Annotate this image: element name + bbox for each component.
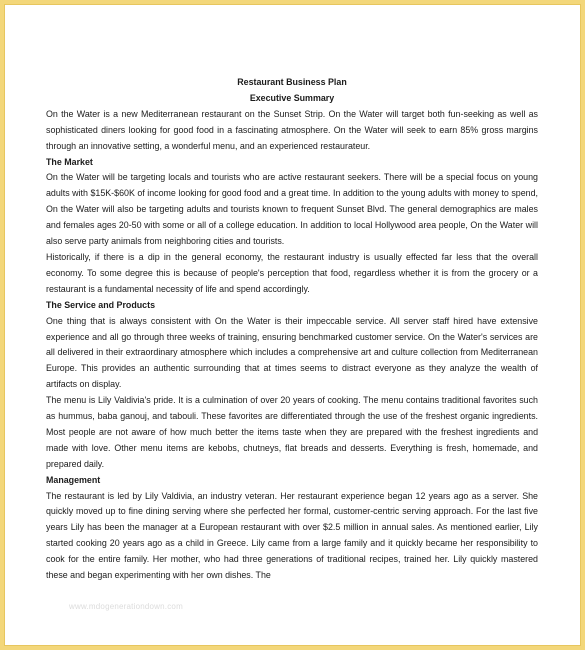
market-paragraph-1: On the Water will be targeting locals and tourists who are active restaurant seekers. There will be a special focus on young adults with $15K-$60K of income looking for good food and a great time. In addition to the young adults with money to spend, On the Water will also be targeting adults and tourists known to frequent Sunset Blvd. The general demographics are males and females ages 20-50 with some or all of a college education. In addition to local Hollywood area people, On the Water will also serve party animals from neighboring cities and tourists. bbox=[46, 172, 538, 247]
service-heading: The Service and Products bbox=[46, 299, 156, 310]
document-body bbox=[46, 75, 538, 584]
management-paragraph-1: The restaurant is led by Lily Valdivia, an industry veteran. Her restaurant experience began 12 years ago as a server. She quickly moved up to fine dining serving where she perfected her formal, customer-centric serving approach. For the last five years Lily has been the manager at a European restaurant with over $2.5 million in annual sales. As mentioned earlier, Lily started cooking 20 years ago as a child in Greece. Lily came from a large family and it quickly became her responsibility to cook for the entire family. Her mother, who had three generations of traditional recipes, trained her. Lily quickly mastered these and began experimenting with her own dishes. The bbox=[46, 490, 538, 581]
document-title: Restaurant Business Plan bbox=[237, 77, 347, 87]
document-subtitle: Executive Summary bbox=[249, 92, 335, 103]
watermark: www.mdogenerationdown.com bbox=[69, 602, 183, 611]
market-paragraph-2: Historically, if there is a dip in the general economy, the restaurant industry is usually effected far less that the overall economy. To some degree this is because of people's perception that food, regardless whether it is from the grocery or a restaurant is a fundamental necessity of life and spend accordingly. bbox=[46, 251, 538, 294]
service-paragraph-1: One thing that is always consistent with On the Water is their impeccable service. All server staff hired have extensive experience and all go through three weeks of training, ensuring benchmarked customer service. On the Water's services are all delivered in their extraordinary atmosphere which includes a comprehensive art and culture collection from Mediterranean Europe. This provides an authentic surrounding that at times seems to distract everyone as they analyze the wealth of artifacts on display. bbox=[46, 315, 538, 390]
service-paragraph-2: The menu is Lily Valdivia's pride. It is a culmination of over 20 years of cooking. The menu contains traditional favorites such as hummus, baba ganouj, and tabouli. These favorites are differentiated through the use of the freshest organic ingredients. Most people are not aware of how much better the items taste when they are prepared with the freshest ingredients and made with love. Other menu items are kebobs, chutneys, flat breads and desserts. Everything is fresh, homemade, and prepared daily. bbox=[46, 395, 538, 469]
intro-paragraph: On the Water is a new Mediterranean restaurant on the Sunset Strip. On the Water will target both fun-seeking as well as sophisticated diners looking for good food in a fascinating atmosphere. On the Water will seek to earn 85% gross margins through an innovative setting, a wonderful menu, and an experienced restaurateur. bbox=[46, 108, 538, 151]
document-page bbox=[4, 4, 581, 646]
management-heading: Management bbox=[46, 474, 101, 485]
market-heading: The Market bbox=[46, 156, 93, 167]
